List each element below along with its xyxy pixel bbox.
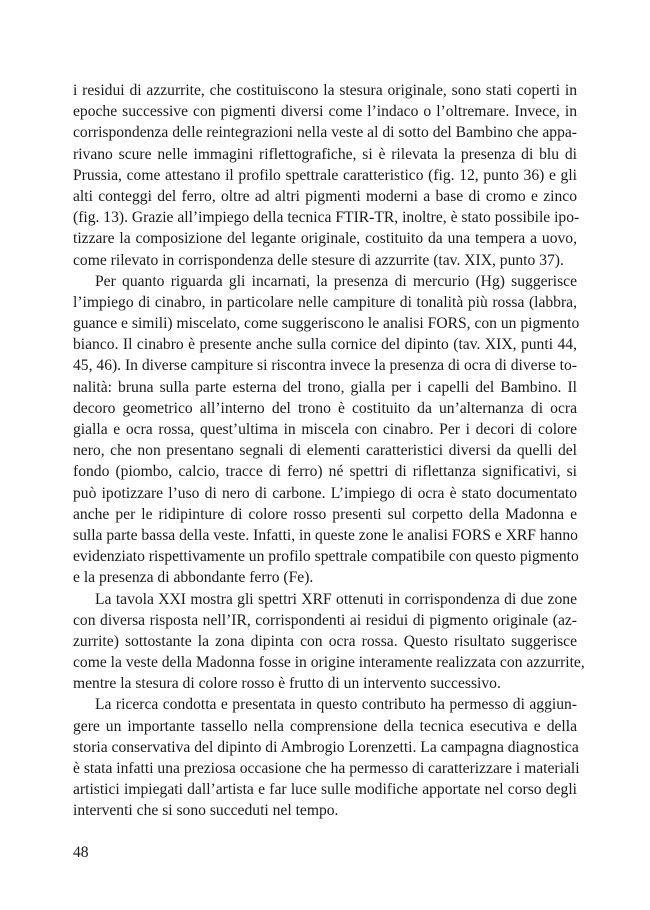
text-line: storia conservativa del dipinto di Ambrogio Lorenzetti. La campagna diagnostica xyxy=(73,738,579,756)
text-line: zurrite) sottostante la zona dipinta con ocra rossa. Questo risultato suggerisce xyxy=(73,632,577,650)
text-line: gere un importante tassello nella comprensione della tecnica esecutiva e della xyxy=(73,717,577,735)
paragraph-tavola-xxi xyxy=(73,589,585,695)
paragraph-incarnati xyxy=(73,271,580,589)
body-text xyxy=(73,80,585,822)
text-line: è stata infatti una preziosa occasione che ha permesso di caratterizzare i materiali xyxy=(73,760,580,777)
text-line: nalità: bruna sulla parte esterna del trono, gialla per i capelli del Bambino. Il xyxy=(73,378,577,396)
text-line: tizzare la composizione del legante originale, costituito da una tempera a uovo, xyxy=(73,230,577,248)
text-line: alti conteggi del ferro, oltre ad altri pigmenti moderni a base di cromo e zinco xyxy=(73,187,577,205)
text-line: La ricerca condotta e presentata in questo contributo ha permesso di aggiun- xyxy=(95,696,577,714)
text-line: come rilevato in corrispondenza delle stesure di azzurrite (tav. XIX, punto 37). xyxy=(73,251,564,269)
text-line: gialla e ocra rossa, quest’ultima in miscela con cinabro. Per i decori di colore xyxy=(73,421,577,438)
text-line: 45, 46). In diverse campiture si riscontra invece la presenza di ocra di diverse to- xyxy=(73,357,578,375)
text-line: rivano scure nelle immagini riflettografiche, si è rilevata la presenza di blu di xyxy=(73,145,577,163)
text-line: nero, che non presentano segnali di elementi caratteristici diversi da quelli del xyxy=(73,442,577,460)
text-line: corrispondenza delle reintegrazioni nella veste al di sotto del Bambino che appa- xyxy=(73,124,577,142)
text-line: Prussia, come attestano il profilo spettrale caratteristico (fig. 12, punto 36) e gli xyxy=(73,166,577,184)
text-line: con diversa risposta nell’IR, corrispondenti ai residui di pigmento originale (az- xyxy=(73,611,577,629)
text-line: evidenziato rispettivamente un profilo spettrale compatibile con questo pigmento xyxy=(73,548,579,566)
text-line: l’impiego di cinabro, in particolare nelle campiture di tonalità più rossa (labbra, xyxy=(73,293,577,311)
text-line: come la veste della Madonna fosse in origine interamente realizzata con azzurrite, xyxy=(73,654,585,672)
text-line: guance e simili) miscelato, come suggeriscono le analisi FORS, con un pigmento xyxy=(73,315,580,333)
paragraph-azzurrite xyxy=(73,80,580,271)
text-line: mentre la stesura di colore rosso è frutto di un intervento successivo. xyxy=(73,675,501,693)
text-line: interventi che si sono succeduti nel tempo. xyxy=(73,802,339,820)
text-line: anche per le ridipinture di colore rosso presenti sul corpetto della Madonna e xyxy=(73,505,577,523)
text-line: (fig. 13). Grazie all’impiego della tecnica FTIR-TR, inoltre, è stato possibile ipo- xyxy=(73,209,580,227)
text-line: bianco. Il cinabro è presente anche sulla cornice del dipinto (tav. XIX, punti 44, xyxy=(73,336,577,354)
text-line: Per quanto riguarda gli incarnati, la presenza di mercurio (Hg) suggerisce xyxy=(95,272,577,290)
text-line: sulla parte bassa della veste. Infatti, in queste zone le analisi FORS e XRF hanno xyxy=(73,526,578,544)
paragraph-conclusione xyxy=(73,694,580,821)
text-line: epoche successive con pigmenti diversi come l’indaco o l’oltremare. Invece, in xyxy=(73,103,577,121)
text-line: può ipotizzare l’uso di nero di carbone. L’impiego di ocra è stato documentato xyxy=(73,484,577,502)
text-line: La tavola XXI mostra gli spettri XRF ottenuti in corrispondenza di due zone xyxy=(95,590,577,608)
page-number: 48 xyxy=(73,844,89,861)
text-line: artistici impiegati dall’artista e far luce sulle modifiche apportate nel corso degli xyxy=(73,781,577,799)
text-line: e la presenza di abbondante ferro (Fe). xyxy=(73,569,314,587)
text-line: decoro geometrico all’interno del trono è costituito da un’alternanza di ocra xyxy=(73,399,577,417)
text-line: fondo (piombo, calcio, tracce di ferro) né spettri di riflettanza significativi, si xyxy=(73,463,577,481)
text-line: i residui di azzurrite, che costituiscono la stesura originale, sono stati coperti in xyxy=(73,82,577,99)
